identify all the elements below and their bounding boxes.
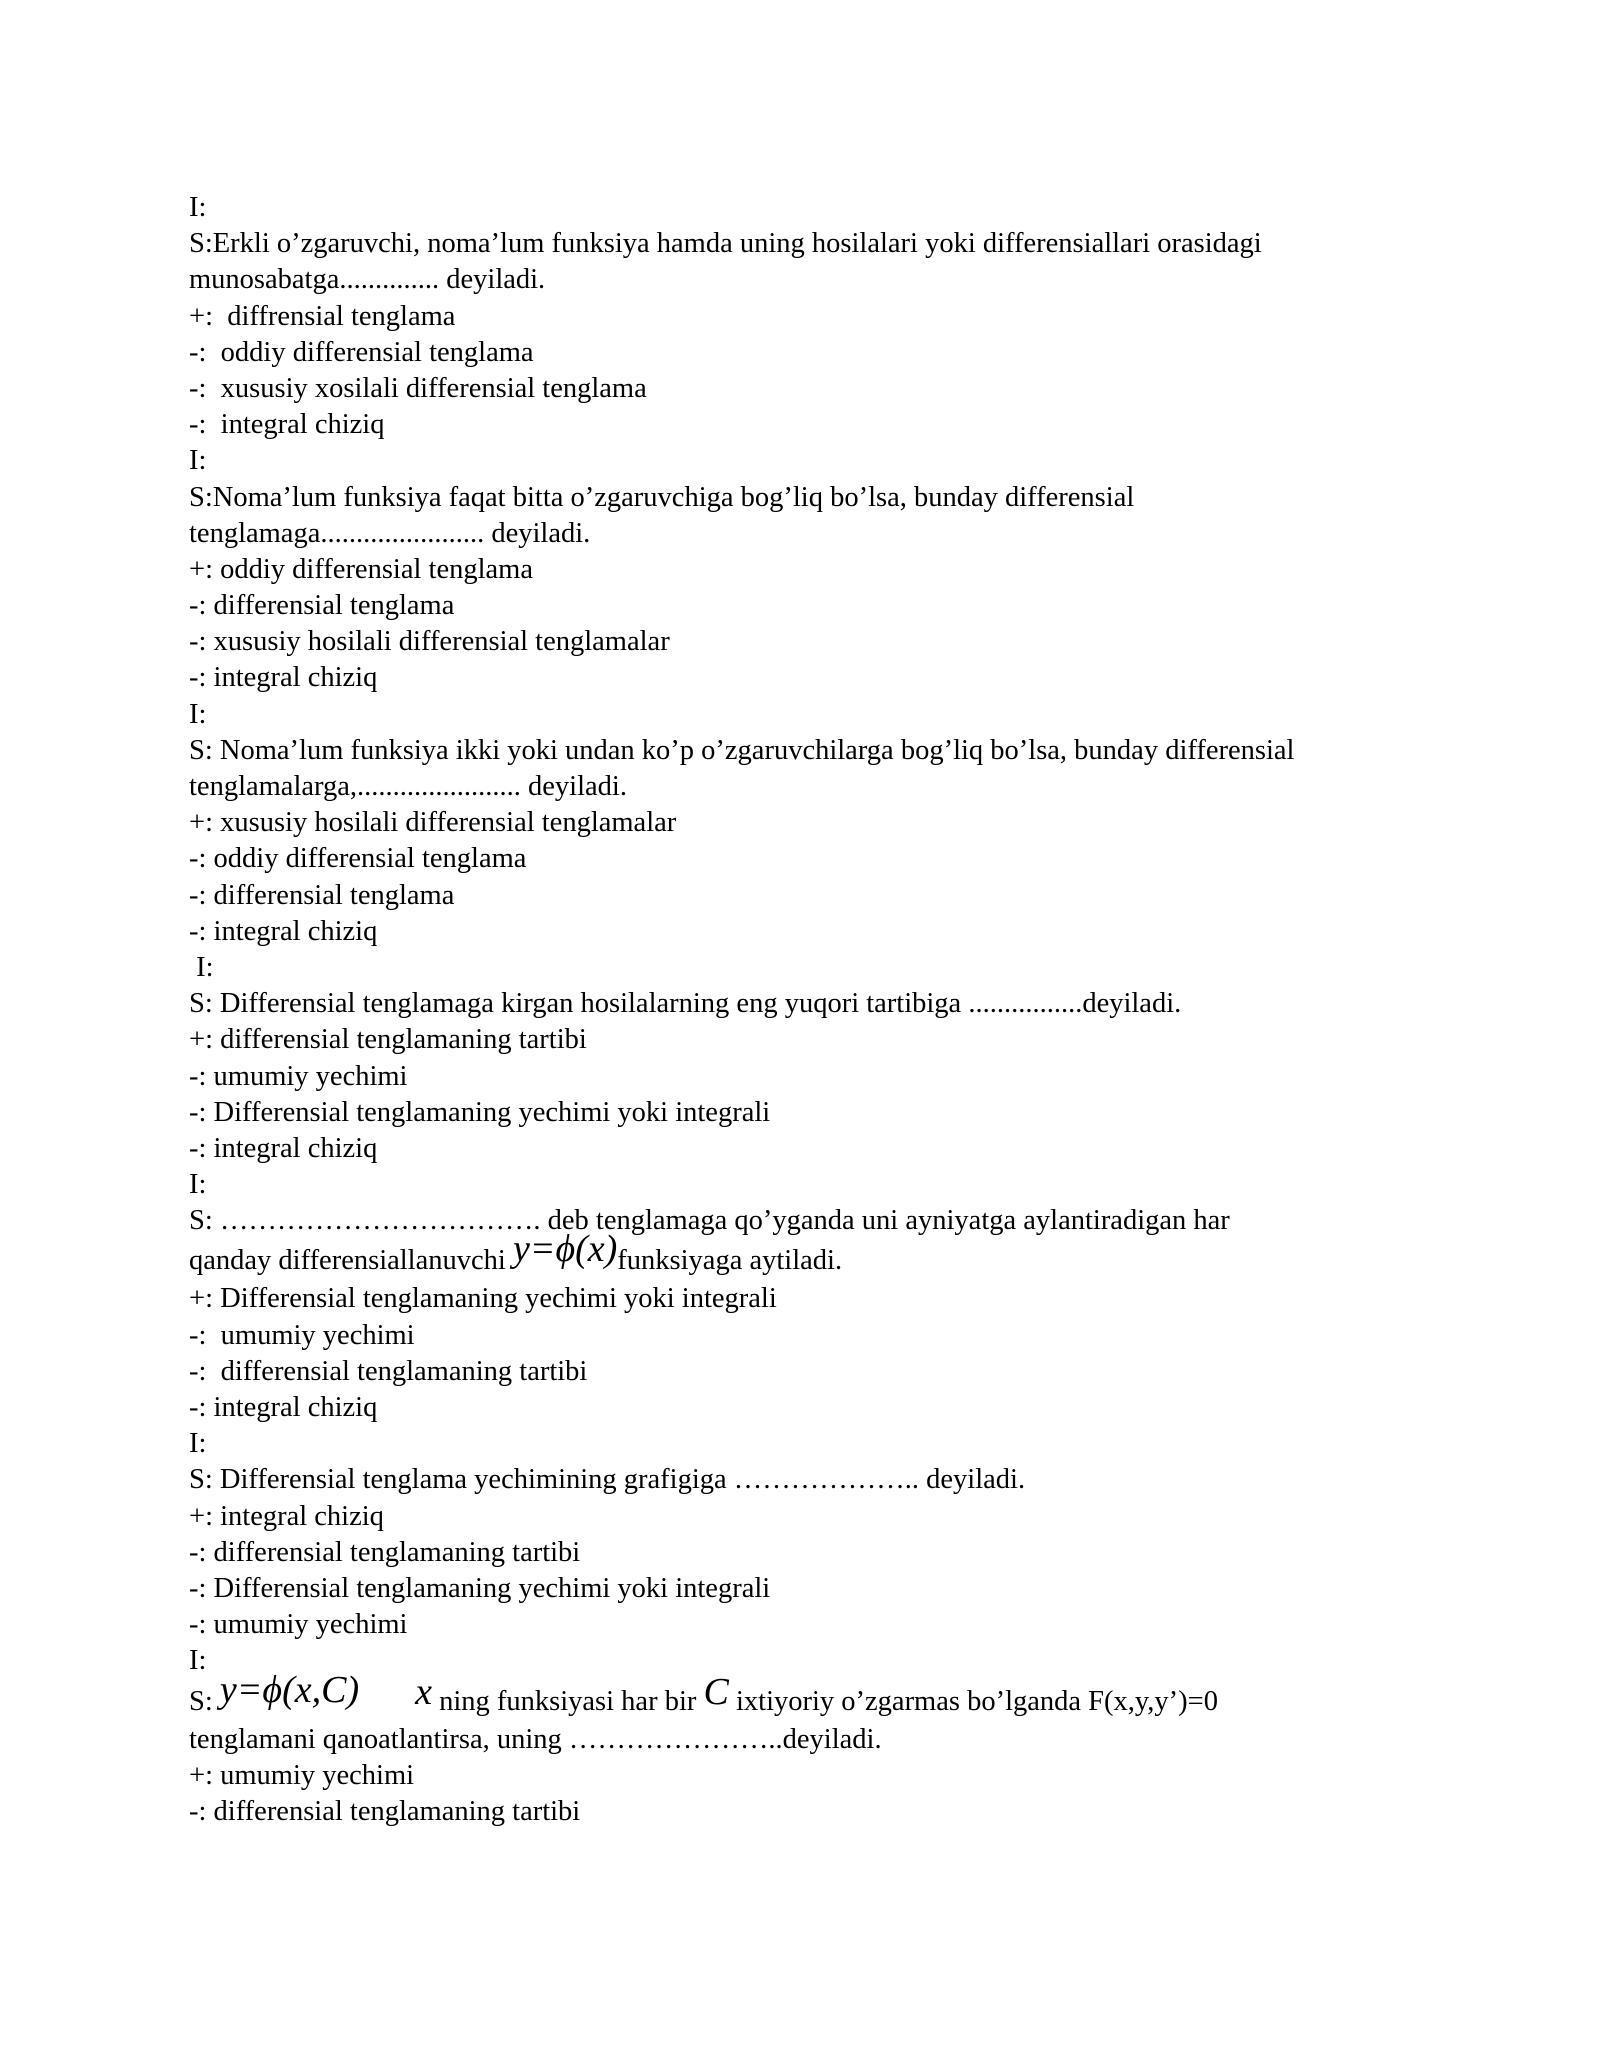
question-stem: S: Differensial tenglamaga kirgan hosilalarning eng yuqori tartibiga ................deyiladi.: [189, 988, 1182, 1020]
question-marker: I:: [189, 445, 207, 477]
answer-option: -: Differensial tenglamaning yechimi yoki integrali: [189, 1572, 771, 1604]
answer-option: +: umumiy yechimi: [189, 1759, 415, 1791]
stem-text: ixtiyoriy o’zgarmas bo’lganda F(x,y,y’)=0: [728, 1685, 1218, 1717]
answer-option: -: oddiy differensial tenglama: [189, 336, 534, 368]
question-stem: S: ……………………………. deb tenglamaga qo’yganda uni ayniyatga aylantiradigan har: [189, 1205, 1230, 1237]
stem-text: ning funksiyasi har bir: [431, 1685, 704, 1717]
math-variable: x: [415, 1670, 432, 1713]
question-marker: I:: [189, 951, 214, 983]
answer-option: -: integral chiziq: [189, 662, 378, 694]
math-formula: y=ϕ(x,C): [219, 1668, 360, 1711]
question-marker: I:: [189, 192, 207, 223]
answer-option: -: integral chiziq: [189, 1392, 378, 1423]
answer-option: -: oddiy differensial tenglama: [189, 843, 527, 875]
answer-option: -: differensial tenglama: [189, 879, 455, 911]
question-stem: S: Differensial tenglama yechimining grafigiga ……………….. deyiladi.: [189, 1464, 1026, 1496]
question-stem: S:Noma’lum funksiya faqat bitta o’zgaruvchiga bog’liq bo’lsa, bunday differensial: [189, 481, 1135, 513]
answer-option: -: umumiy yechimi: [189, 1060, 408, 1092]
answer-option: -: differensial tenglamaning tartibi: [189, 1536, 581, 1568]
answer-option: +: differensial tenglamaning tartibi: [189, 1024, 587, 1056]
question-stem: tenglamani qanoatlantirsa, uning …………………..deyiladi.: [189, 1723, 882, 1755]
answer-option: -: umumiy yechimi: [189, 1609, 408, 1641]
answer-option: -: differensial tenglamaning tartibi: [189, 1355, 588, 1387]
answer-option: -: differensial tenglamaning tartibi: [189, 1795, 581, 1827]
answer-option: +: Differensial tenglamaning yechimi yoki integrali: [189, 1283, 777, 1315]
question-stem: tenglamaga....................... deyiladi.: [189, 517, 591, 549]
answer-option: -: Differensial tenglamaning yechimi yoki integrali: [189, 1096, 771, 1128]
math-formula: y=ϕ(x): [512, 1228, 618, 1271]
answer-option: -: xususiy hosilali differensial tenglamalar: [189, 626, 670, 658]
question-stem: [189, 1228, 1429, 1281]
test-questions-text: [189, 190, 1429, 1830]
stem-text: funksiyaga aytiladi.: [617, 1245, 843, 1277]
question-marker: I:: [189, 1645, 207, 1677]
answer-option: -: umumiy yechimi: [189, 1319, 415, 1351]
answer-option: +: oddiy differensial tenglama: [189, 553, 533, 585]
answer-option: -: differensial tenglama: [189, 590, 455, 622]
answer-option: -: integral chiziq: [189, 409, 385, 441]
answer-option: +: diffrensial tenglama: [189, 300, 456, 332]
question-marker: I:: [189, 1169, 207, 1201]
stem-text: qanday differensiallanuvchi: [189, 1245, 513, 1277]
question-stem: S:Erkli o’zgaruvchi, noma’lum funksiya hamda uning hosilalari yoki differensiallari orasidagi: [189, 228, 1262, 260]
math-constant: C: [703, 1670, 729, 1713]
stem-text: S:: [189, 1685, 220, 1717]
question-stem: [189, 1668, 1429, 1722]
question-marker: I:: [189, 1428, 207, 1460]
answer-option: -: integral chiziq: [189, 915, 378, 947]
question-stem: tenglamalarga,....................... deyiladi.: [189, 771, 627, 802]
answer-option: -: xususiy xosilali differensial tenglama: [189, 372, 647, 404]
question-stem: S: Noma’lum funksiya ikki yoki undan ko’p o’zgaruvchilarga bog’liq bo’lsa, bunday differensial: [189, 734, 1295, 766]
question-stem: munosabatga.............. deyiladi.: [189, 264, 546, 296]
answer-option: +: xususiy hosilali differensial tenglamalar: [189, 807, 677, 839]
answer-option: +: integral chiziq: [189, 1500, 384, 1532]
question-marker: I:: [189, 698, 207, 730]
answer-option: -: integral chiziq: [189, 1132, 378, 1164]
